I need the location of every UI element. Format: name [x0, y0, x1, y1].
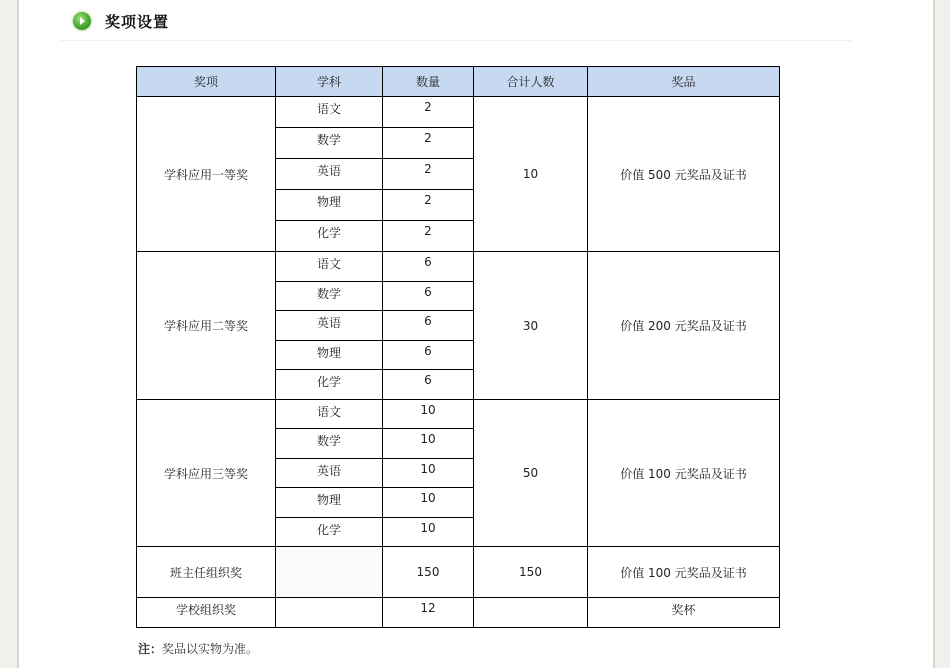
subject-cell: 英语 — [276, 311, 383, 341]
footnote-text: 奖品以实物为准。 — [162, 642, 259, 656]
subject-cell: 数学 — [276, 282, 383, 311]
count-cell: 6 — [383, 282, 474, 311]
prize-cell: 价值 100 元奖品及证书 — [588, 400, 780, 547]
header-count: 数量 — [383, 67, 474, 97]
total-cell: 50 — [474, 400, 588, 547]
subject-cell: 物理 — [276, 190, 383, 221]
table-row — [137, 252, 780, 282]
table-row — [137, 97, 780, 128]
total-cell: 30 — [474, 252, 588, 400]
subject-cell: 物理 — [276, 341, 383, 370]
header-award: 奖项 — [137, 67, 276, 97]
award-name: 班主任组织奖 — [137, 547, 276, 598]
count-cell: 2 — [383, 97, 474, 128]
table-row — [137, 400, 780, 429]
count-cell: 10 — [383, 488, 474, 518]
section-header — [73, 8, 169, 34]
count-cell: 10 — [383, 459, 474, 488]
total-cell — [474, 598, 588, 628]
count-cell: 12 — [383, 598, 474, 628]
table-header-row — [137, 67, 780, 97]
count-cell: 10 — [383, 429, 474, 459]
subject-cell: 语文 — [276, 400, 383, 429]
section-title: 奖项设置 — [105, 12, 170, 31]
footnote — [138, 640, 258, 657]
total-cell: 10 — [474, 97, 588, 252]
award-name: 学校组织奖 — [137, 598, 276, 628]
subject-cell: 物理 — [276, 488, 383, 518]
count-cell: 10 — [383, 518, 474, 547]
subject-cell: 数学 — [276, 429, 383, 459]
footnote-label: 注： — [138, 642, 163, 656]
count-cell: 6 — [383, 252, 474, 282]
play-bullet-icon — [73, 12, 91, 30]
header-total: 合计人数 — [474, 67, 588, 97]
subject-cell: 化学 — [276, 370, 383, 400]
subject-cell: 语文 — [276, 252, 383, 282]
count-cell: 6 — [383, 341, 474, 370]
count-cell: 2 — [383, 221, 474, 252]
table-row — [137, 547, 780, 598]
award-name: 学科应用二等奖 — [137, 252, 276, 400]
header-prize: 奖品 — [588, 67, 780, 97]
subject-cell: 语文 — [276, 97, 383, 128]
prize-cell: 价值 500 元奖品及证书 — [588, 97, 780, 252]
prize-cell: 价值 100 元奖品及证书 — [588, 547, 780, 598]
award-name: 学科应用一等奖 — [137, 97, 276, 252]
count-cell: 6 — [383, 311, 474, 341]
count-cell: 2 — [383, 190, 474, 221]
total-cell: 150 — [474, 547, 588, 598]
prize-cell: 奖杯 — [588, 598, 780, 628]
count-cell: 2 — [383, 128, 474, 159]
header-subject: 学科 — [276, 67, 383, 97]
subject-cell: 英语 — [276, 159, 383, 190]
count-cell: 6 — [383, 370, 474, 400]
count-cell: 150 — [383, 547, 474, 598]
count-cell: 2 — [383, 159, 474, 190]
subject-cell: 数学 — [276, 128, 383, 159]
count-cell: 10 — [383, 400, 474, 429]
prize-cell: 价值 200 元奖品及证书 — [588, 252, 780, 400]
award-name: 学科应用三等奖 — [137, 400, 276, 547]
header-divider — [61, 40, 851, 41]
awards-table — [136, 66, 780, 628]
table-row — [137, 598, 780, 628]
subject-cell: 化学 — [276, 518, 383, 547]
subject-cell — [276, 598, 383, 628]
subject-cell: 化学 — [276, 221, 383, 252]
subject-cell — [276, 547, 383, 598]
subject-cell: 英语 — [276, 459, 383, 488]
